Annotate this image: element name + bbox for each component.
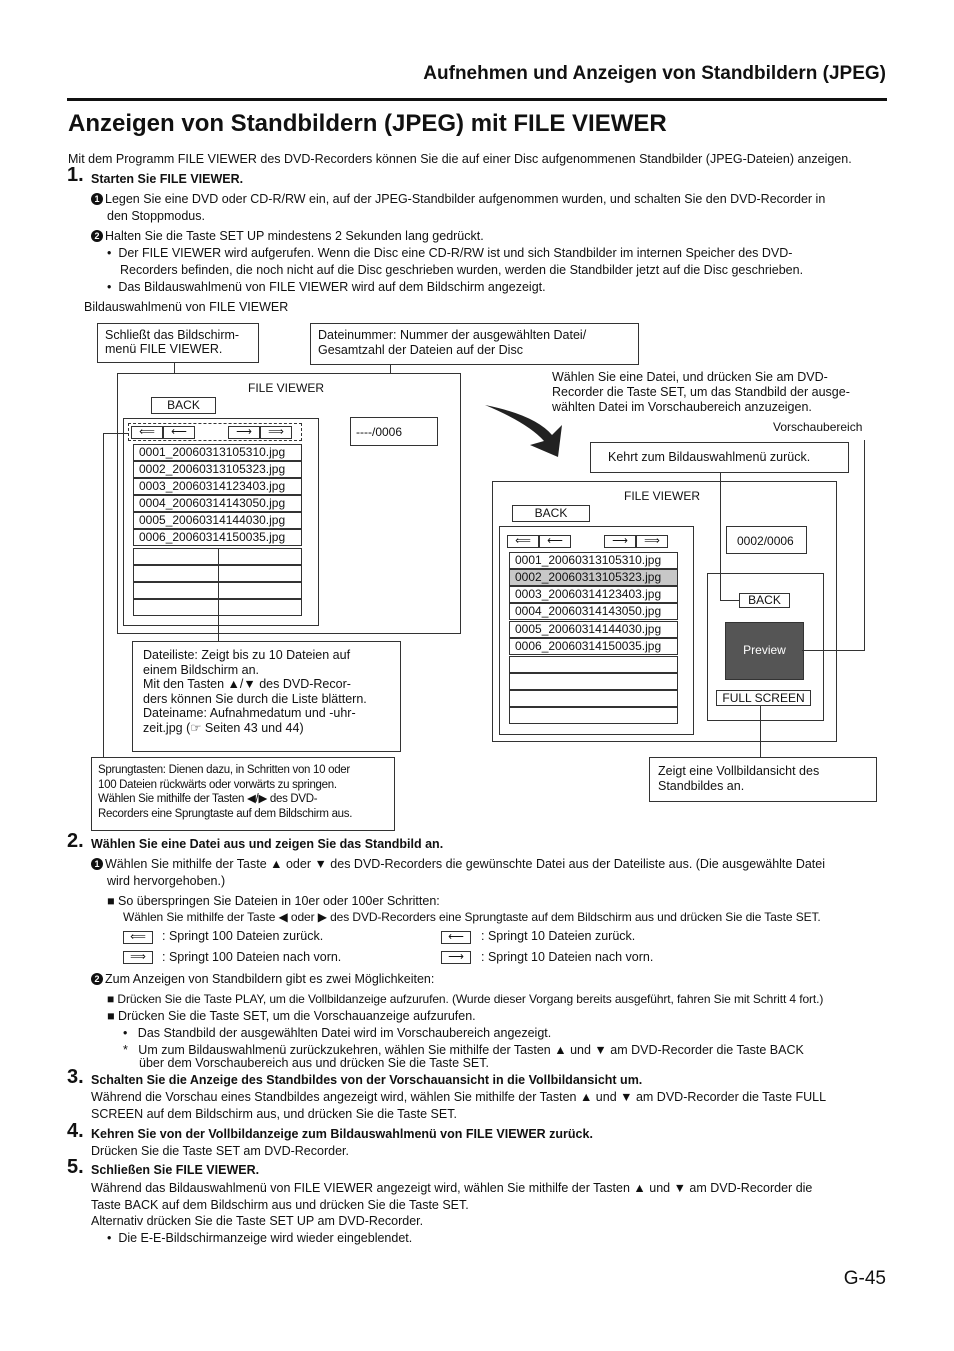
file-list-item[interactable]: 0003_20060314123403.jpg (133, 478, 302, 495)
step-number: 3. (67, 1066, 84, 1088)
note-text: * Um zum Bildauswahlmenü zurückzukehren, wählen Sie mithilfe der Tasten ▲ und ▼ am DVD-Recorder die Taste BACK (123, 1043, 804, 1057)
back-button[interactable]: BACK (512, 505, 590, 522)
file-list-empty-row (509, 673, 678, 690)
callout-select-file: Wählen Sie eine Datei, und drücken Sie am DVD- Recorder die Taste SET, um das Standbild der ausge- wählten Datei im Vorschaubereich anzuzeigen. (545, 368, 885, 418)
step-text: Wählen Sie mithilfe der Taste ◀ oder ▶ des DVD-Recorders eine Sprungtaste auf dem Bildschirm aus und drücken Sie die Taste SET. (123, 910, 821, 924)
step-text: Alternativ drücken Sie die Taste SET UP am DVD-Recorder. (91, 1214, 424, 1228)
jump-fwd-100-button[interactable]: ⟹ (636, 535, 668, 548)
callout-full-screen: Zeigt eine Vollbildansicht des Standbildes an. (649, 757, 877, 802)
step-title: Schließen Sie FILE VIEWER. (91, 1163, 260, 1177)
file-list-item[interactable]: 0004_20060314143050.jpg (133, 495, 302, 512)
file-counter-text: ----/0006 (356, 425, 403, 439)
step-title: Starten Sie FILE VIEWER. (91, 172, 244, 186)
circled-one-icon: 1 (91, 858, 103, 870)
step-text: 1 Wählen Sie mithilfe der Taste ▲ oder ▼ des DVD-Recorders die gewünschte Datei aus der Dateiliste aus. (Die ausgewählte Datei (91, 856, 825, 873)
file-list-item[interactable]: 0006_20060314150035.jpg (133, 529, 302, 546)
jump-back-100-icon: ⟸ (123, 931, 153, 944)
screen-title: FILE VIEWER (248, 381, 325, 395)
file-list-empty-row (509, 656, 678, 673)
step-text: wird hervorgehoben.) (107, 874, 226, 888)
full-screen-button[interactable]: FULL SCREEN (716, 690, 811, 706)
jump-fwd-10-button[interactable]: ⟶ (228, 426, 260, 439)
circled-two-icon: 2 (91, 230, 103, 242)
jump-back-100-button[interactable]: ⟸ (131, 426, 163, 439)
leader-line (720, 473, 721, 601)
callout-file-list: Dateiliste: Zeigt bis zu 10 Dateien auf einem Bildschirm an. Mit den Tasten ▲/▼ des DVD-Recor- ders können Sie durch die Liste blättern. Dateiname: Aufnahmedatum und -uhr- zeit.jpg (☞ Seiten 43 und 44) (132, 641, 401, 752)
step-number: 5. (67, 1156, 84, 1178)
leader-line (864, 440, 865, 650)
leader-line (218, 548, 219, 642)
step-text: den Stoppmodus. (107, 209, 205, 223)
callout-back: Schließt das Bildschirm- menü FILE VIEWER. (97, 323, 259, 363)
step-text: Während die Vorschau eines Standbildes angezeigt wird, wählen Sie mithilfe der Tasten ▲ und ▼ am DVD-Recorder die Taste FULL (91, 1090, 827, 1104)
jump-legend-text: : Springt 100 Dateien zurück. (162, 929, 324, 943)
file-list-empty-row (509, 707, 678, 724)
preview-back-button[interactable]: BACK (739, 593, 790, 608)
diagram-caption: Bildauswahlmenü von FILE VIEWER (84, 300, 289, 314)
step-text: ■ Drücken Sie die Taste PLAY, um die Vollbildanzeige aufzurufen. (Wurde dieser Vorgang bereits ausgeführt, fahren Sie mit Schritt 4 fort.) (107, 992, 824, 1006)
back-button[interactable]: BACK (151, 397, 216, 414)
jump-fwd-10-button[interactable]: ⟶ (604, 535, 636, 548)
leader-line (103, 433, 129, 434)
header-rule (67, 98, 887, 101)
screen-title: FILE VIEWER (624, 489, 701, 503)
step-text: 1 Legen Sie eine DVD oder CD-R/RW ein, auf der JPEG-Standbilder aufgenommen wurden, und schalten Sie den DVD-Recorder in (91, 191, 825, 208)
jump-legend-text: : Springt 100 Dateien nach vorn. (162, 950, 342, 964)
step-title: Wählen Sie eine Datei aus und zeigen Sie das Standbild an. (91, 837, 444, 851)
file-list-item[interactable]: 0005_20060314144030.jpg (133, 512, 302, 529)
intro-text: Mit dem Programm FILE VIEWER des DVD-Recorders können Sie die auf einer Disc aufgenommenen Standbilder (JPEG-Dateien) anzeigen. (68, 152, 852, 166)
step-number: 1. (67, 164, 84, 186)
leader-line (103, 433, 104, 757)
step-number: 4. (67, 1120, 84, 1142)
step-text: Taste BACK auf dem Bildschirm aus und drücken Sie die Taste SET. (91, 1198, 469, 1212)
jump-legend-text: : Springt 10 Dateien nach vorn. (481, 950, 654, 964)
step-title: Schalten Sie die Anzeige des Standbildes von der Vorschauansicht in die Vollbildansicht um. (91, 1073, 643, 1087)
file-list-item[interactable]: 0001_20060313105310.jpg (509, 552, 678, 569)
callout-return: Kehrt zum Bildauswahlmenü zurück. (590, 442, 849, 473)
jump-legend-text: : Springt 10 Dateien zurück. (481, 929, 636, 943)
file-list-item[interactable]: 0004_20060314143050.jpg (509, 603, 678, 620)
note-text: über dem Vorschaubereich aus und drücken Sie die Taste SET. (139, 1056, 489, 1070)
step-text: Während das Bildauswahlmenü von FILE VIEWER angezeigt wird, wählen Sie mithilfe der Tasten ▲ und ▼ am DVD-Recorder die (91, 1181, 813, 1195)
jump-back-10-button[interactable]: ⟵ (163, 426, 195, 439)
callout-file-number: Dateinummer: Nummer der ausgewählten Datei/ Gesamtzahl der Dateien auf der Disc (310, 323, 639, 365)
file-list-empty-row (509, 690, 678, 707)
bullet-text: • Das Standbild der ausgewählten Datei wird im Vorschaubereich angezeigt. (123, 1026, 552, 1040)
leader-line (720, 600, 740, 601)
step-text: 2 Zum Anzeigen von Standbildern gibt es zwei Möglichkeiten: (91, 971, 434, 988)
bullet-text: • Die E-E-Bildschirmanzeige wird wieder eingeblendet. (107, 1231, 413, 1245)
jump-back-100-button[interactable]: ⟸ (507, 535, 539, 548)
file-list-item-selected[interactable]: 0002_20060313105323.jpg (509, 569, 678, 586)
bullet-text: Recorders befinden, die noch nicht auf die Disc geschrieben wurden, werden die Standbilder jetzt auf die Disc geschrieben. (120, 263, 804, 277)
file-list-item[interactable]: 0002_20060313105323.jpg (133, 461, 302, 478)
step-text: 2 Halten Sie die Taste SET UP mindestens 2 Sekunden lang gedrückt. (91, 228, 484, 245)
callout-jump-keys: Sprungtasten: Dienen dazu, in Schritten von 10 oder 100 Dateien rückwärts oder vorwärts zu springen. Wählen Sie mithilfe der Tasten ◀/▶ des DVD- Recorders eine Sprungtaste auf dem Bildschirm aus. (91, 757, 395, 831)
label-preview-area: Vorschaubereich (773, 420, 863, 434)
preview-image: Preview (725, 622, 804, 680)
jump-back-10-button[interactable]: ⟵ (539, 535, 571, 548)
leader-line (760, 706, 761, 758)
step-text: ■ So überspringen Sie Dateien in 10er oder 100er Schritten: (107, 894, 440, 908)
file-list-item[interactable]: 0001_20060313105310.jpg (133, 444, 302, 461)
section-title: Aufnehmen und Anzeigen von Standbildern (JPEG) (423, 63, 886, 84)
step-title: Kehren Sie von der Vollbildanzeige zum Bildauswahlmenü von FILE VIEWER zurück. (91, 1127, 593, 1141)
circled-one-icon: 1 (91, 193, 103, 205)
jump-fwd-10-icon: ⟶ (441, 951, 471, 964)
step-number: 2. (67, 830, 84, 852)
page-number: G-45 (843, 1268, 886, 1289)
circled-two-icon: 2 (91, 973, 103, 985)
page-title: Anzeigen von Standbildern (JPEG) mit FILE VIEWER (68, 110, 667, 137)
file-counter-text: 0002/0006 (737, 534, 794, 548)
file-list-item[interactable]: 0006_20060314150035.jpg (509, 638, 678, 655)
leader-line (802, 650, 865, 651)
bullet-text: • Das Bildauswahlmenü von FILE VIEWER wird auf dem Bildschirm angezeigt. (107, 280, 546, 294)
step-text: Drücken Sie die Taste SET am DVD-Recorder. (91, 1144, 349, 1158)
jump-fwd-100-button[interactable]: ⟹ (260, 426, 292, 439)
jump-fwd-100-icon: ⟹ (123, 951, 153, 964)
step-text: SCREEN auf dem Bildschirm aus, und drücken Sie die Taste SET. (91, 1107, 457, 1121)
bullet-text: • Der FILE VIEWER wird aufgerufen. Wenn die Disc eine CD-R/RW ist und sich Standbilder im internen Speicher des DVD- (107, 246, 793, 260)
step-text: ■ Drücken Sie die Taste SET, um die Vorschauanzeige aufzurufen. (107, 1009, 476, 1023)
jump-back-10-icon: ⟵ (441, 931, 471, 944)
file-list-item[interactable]: 0005_20060314144030.jpg (509, 621, 678, 638)
file-list-item[interactable]: 0003_20060314123403.jpg (509, 586, 678, 603)
